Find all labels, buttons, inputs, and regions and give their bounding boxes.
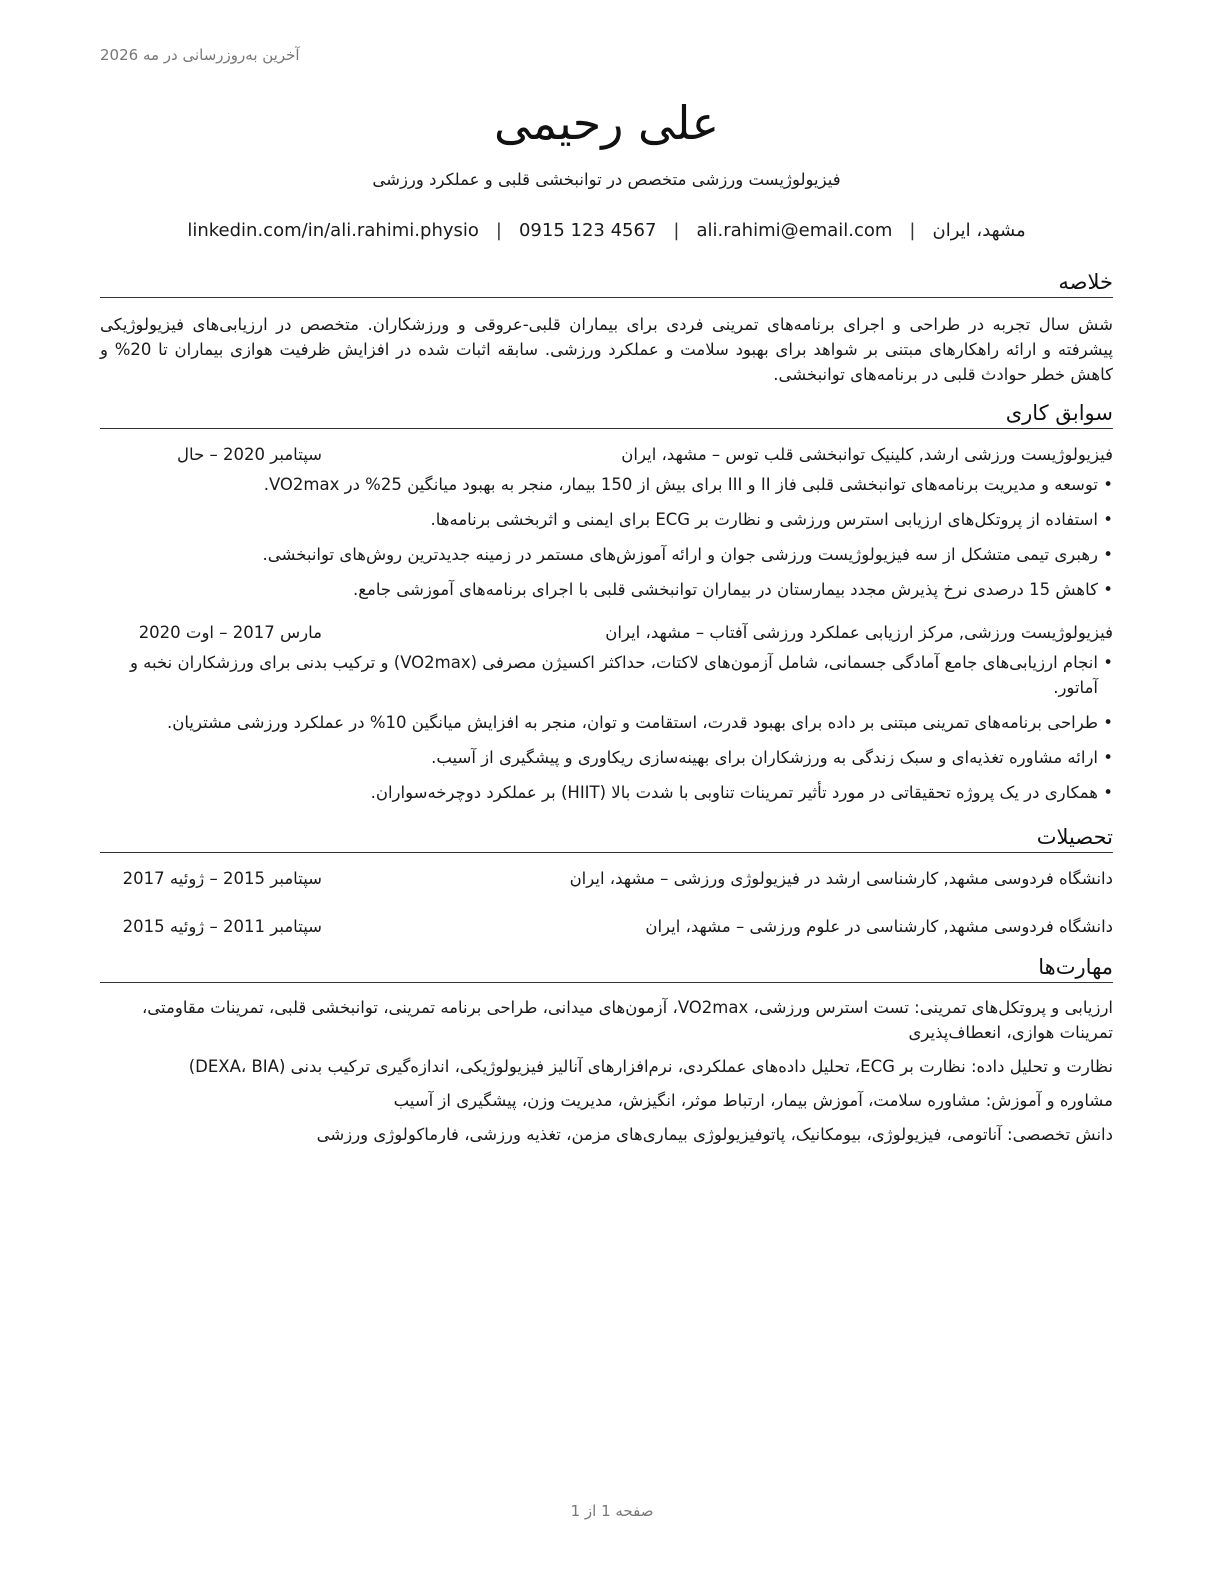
job-bullets xyxy=(100,650,1113,805)
education-section xyxy=(100,823,1113,939)
job-header xyxy=(100,621,1113,645)
education-dates: سپتامبر 2015 – ژوئیه 2017 xyxy=(122,869,322,888)
contact-line xyxy=(100,218,1113,244)
section-title-skills: مهارت‌ها xyxy=(100,953,1113,983)
skills-section xyxy=(100,953,1113,1147)
summary-text: شش سال تجربه در طراحی و اجرای برنامه‌های تمرینی فردی برای بیماران قلبی-عروقی و ورزشکاران. متخصص در ارزیابی‌های فیزیولوژیکی پیشرفته و ارائه راهکارهای مبتنی بر شواهد برای بهبود سلامت و عملکرد ورزشی. سابقه اثبات شده در افزایش ظرفیت هوازی بیماران تا 20% و کاهش خطر حوادث قلبی در برنامه‌های توانبخشی. xyxy=(100,315,1113,384)
page-number: صفحه 1 از 1 xyxy=(570,1502,654,1520)
job-bullet: • استفاده از پروتکل‌های ارزیابی استرس ورزشی و نظارت بر ECG برای ایمنی و اثربخشی برنامه‌ها. xyxy=(100,507,1113,532)
skill-line: ارزیابی و پروتکل‌های تمرینی: تست استرس ورزشی، VO2max، آزمون‌های میدانی، طراحی برنامه تمرینی، توانبخشی قلبی، تمرینات مقاومتی، تمرینات هوازی، انعطاف‌پذیری xyxy=(141,998,1113,1042)
job-dates: مارس 2017 – اوت 2020 xyxy=(138,623,322,642)
contact-separator: | xyxy=(673,220,680,241)
job-entry xyxy=(100,621,1113,805)
job-bullet: • کاهش 15 درصدی نرخ پذیرش مجدد بیمارستان در بیماران توانبخشی قلبی با اجرای برنامه‌های آموزشی جامع. xyxy=(100,577,1113,602)
job-bullet: • طراحی برنامه‌های تمرینی مبتنی بر داده برای بهبود قدرت، استقامت و توان، منجر به افزایش میانگین 10% در عملکرد ورزشی مشتریان. xyxy=(100,710,1113,735)
education-entry xyxy=(100,867,1113,891)
contact-location: مشهد، ایران xyxy=(932,220,1026,241)
job-bullet: • همکاری در یک پروژه تحقیقاتی در مورد تأثیر تمرینات تناوبی با شدت بالا (HIIT) بر عملکرد دوچرخه‌سواران. xyxy=(100,780,1113,805)
last-updated-note: آخرین به‌روزرسانی در مه 2026 xyxy=(100,46,300,64)
contact-linkedin[interactable]: linkedin.com/in/ali.rahimi.physio xyxy=(187,220,479,241)
education-dates: سپتامبر 2011 – ژوئیه 2015 xyxy=(122,917,322,936)
resume-page xyxy=(100,92,1113,1147)
skill-line: مشاوره و آموزش: مشاوره سلامت، آموزش بیمار، ارتباط موثر، انگیزش، مدیریت وزن، پیشگیری از آسیب xyxy=(393,1091,1113,1110)
contact-separator: | xyxy=(495,220,502,241)
job-bullet: • رهبری تیمی متشکل از سه فیزیولوژیست ورزشی جوان و ارائه آموزش‌های مستمر در زمینه جدیدترین روش‌های توانبخشی. xyxy=(100,542,1113,567)
job-title: فیزیولوژیست ورزشی ارشد, کلینیک توانبخشی قلب توس – مشهد، ایران xyxy=(621,445,1113,464)
job-title: فیزیولوژیست ورزشی, مرکز ارزیابی عملکرد ورزشی آفتاب – مشهد، ایران xyxy=(605,623,1113,642)
job-bullet: • ارائه مشاوره تغذیه‌ای و سبک زندگی به ورزشکاران برای بهینه‌سازی ریکاوری و پیشگیری از آسیب. xyxy=(100,745,1113,770)
job-bullet: • انجام ارزیابی‌های جامع آمادگی جسمانی، شامل آزمون‌های لاکتات، حداکثر اکسیژن مصرفی (VO2max) و ترکیب بدنی برای ورزشکاران نخبه و آماتور. xyxy=(100,650,1113,700)
skill-line: نظارت و تحلیل داده: نظارت بر ECG، تحلیل داده‌های عملکردی، نرم‌افزارهای آنالیز فیزیولوژیکی، اندازه‌گیری ترکیب بدنی (DEXA، BIA) xyxy=(188,1057,1113,1076)
job-entry xyxy=(100,443,1113,602)
candidate-tagline: فیزیولوژیست ورزشی متخصص در توانبخشی قلبی و عملکرد ورزشی xyxy=(372,170,841,189)
contact-separator: | xyxy=(909,220,916,241)
section-title-experience: سوابق کاری xyxy=(100,399,1113,429)
education-title: دانشگاه فردوسی مشهد, کارشناسی ارشد در فیزیولوژی ورزشی – مشهد، ایران xyxy=(569,869,1113,888)
job-header xyxy=(100,443,1113,467)
candidate-name: علی رحیمی xyxy=(493,96,720,150)
skill-line: دانش تخصصی: آناتومی، فیزیولوژی، بیومکانیک، پاتوفیزیولوژی بیماری‌های مزمن، تغذیه ورزشی، فارماکولوژی ورزشی xyxy=(316,1125,1113,1144)
job-bullet: • توسعه و مدیریت برنامه‌های توانبخشی قلبی فاز II و III برای بیش از 150 بیمار، منجر به بهبود میانگین 25% در VO2max. xyxy=(100,472,1113,497)
section-title-summary: خلاصه xyxy=(100,268,1113,298)
summary-section xyxy=(100,268,1113,387)
job-dates: سپتامبر 2020 – حال xyxy=(177,445,322,464)
section-title-education: تحصیلات xyxy=(100,823,1113,853)
education-title: دانشگاه فردوسی مشهد, کارشناسی در علوم ورزشی – مشهد، ایران xyxy=(645,917,1113,936)
contact-phone: 0915 123 4567 xyxy=(518,220,657,241)
contact-email[interactable]: ali.rahimi@email.com xyxy=(696,220,893,241)
education-entry xyxy=(100,915,1113,939)
job-bullets xyxy=(100,472,1113,602)
experience-section xyxy=(100,399,1113,805)
